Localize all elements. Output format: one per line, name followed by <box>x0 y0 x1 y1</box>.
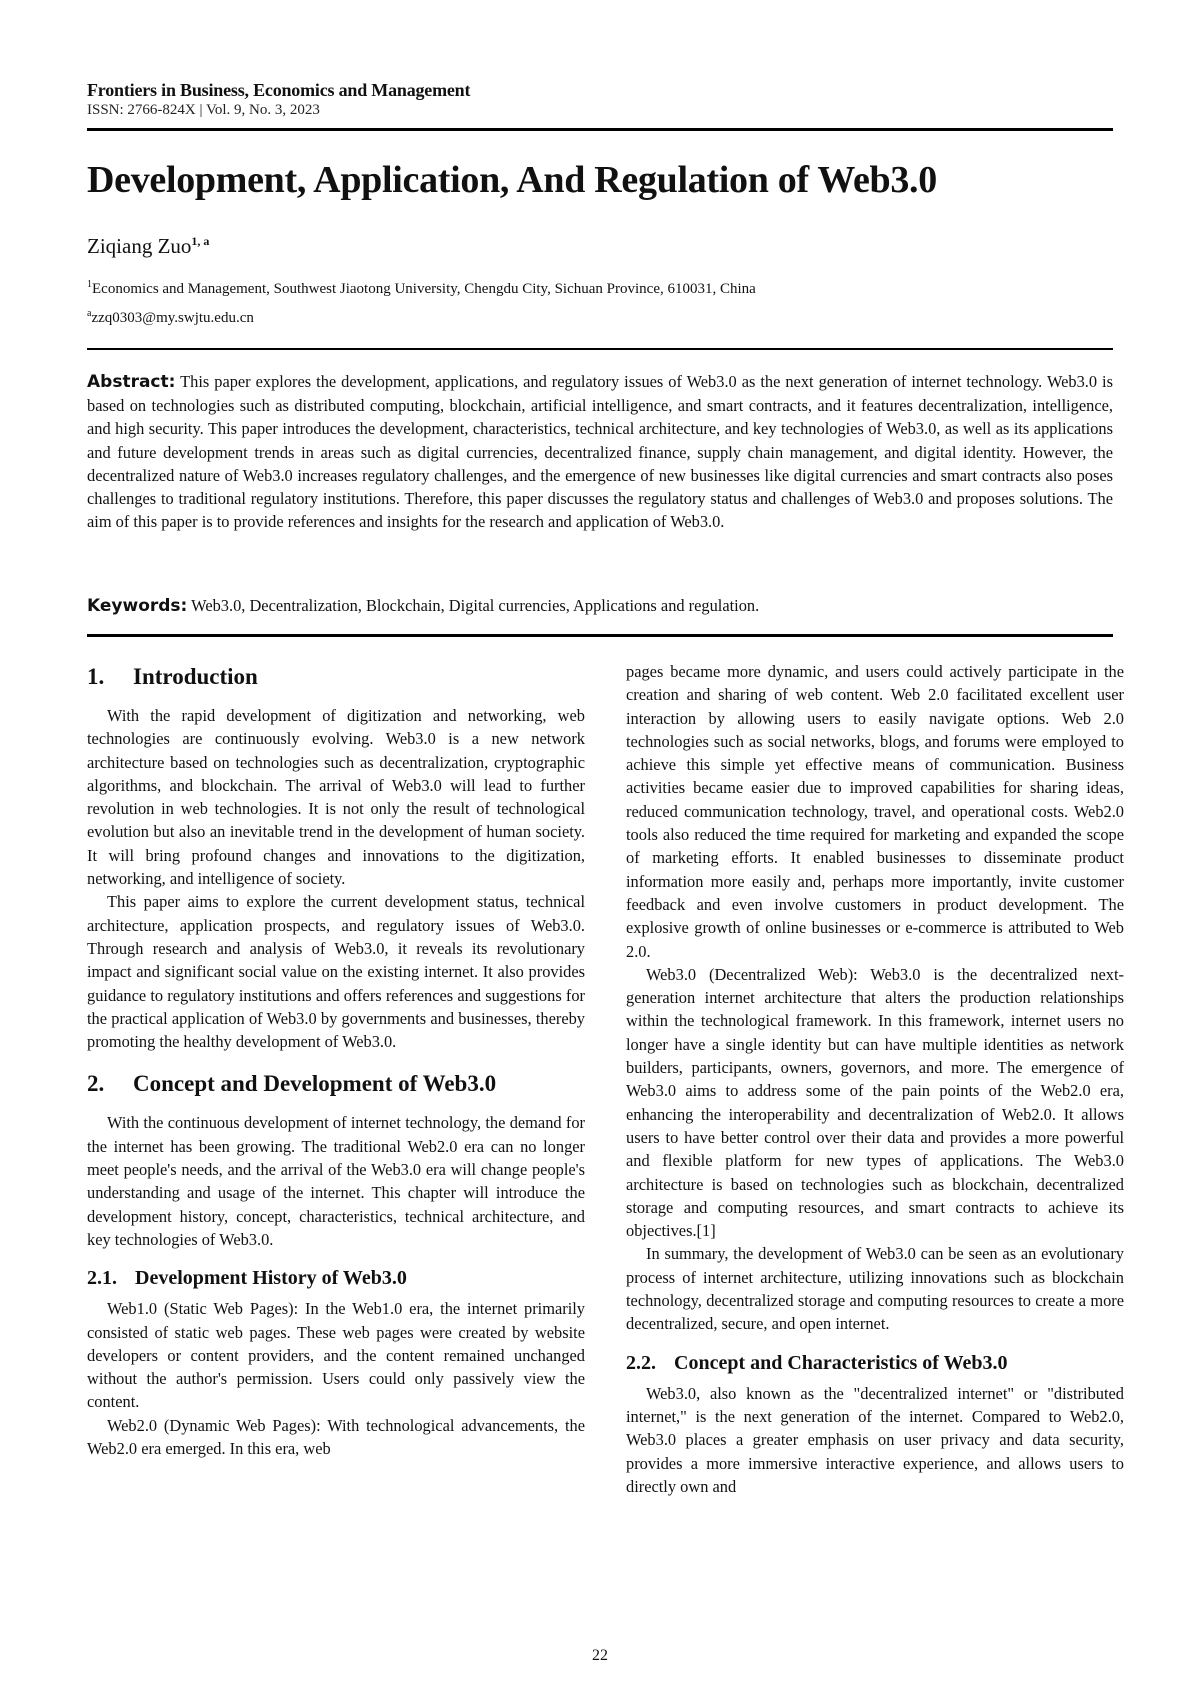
email-sup: a <box>87 308 92 319</box>
keywords-text: Web3.0, Decentralization, Blockchain, Digital currencies, Applications and regulation. <box>191 596 760 615</box>
author-email <box>87 308 254 327</box>
paragraph: With the rapid development of digitization and networking, web technologies are continuously evolving. Web3.0 is a new network architecture based on technologies such as decentralization, cryptographic algorithms, and blockchain. The arrival of Web3.0 will lead to further revolution in web technologies. It is not only the result of technological evolution but also an inevitable trend in the development of human society. It will bring profound changes and innovations to the digitization, networking, and intelligence of society. <box>87 706 585 889</box>
paragraph: Web3.0 (Decentralized Web): Web3.0 is the decentralized next-generation internet architecture that alters the production relationships within the technological framework. In this framework, internet users no longer have a single identity but can have multiple identities as network builders, participants, owners, governors, and more. The emergence of Web3.0 aims to address some of the pain points of the Web2.0 era, enhancing the interoperability and decentralization of Web2.0. It allows users to have better control over their data and provides a more powerful and flexible platform for new types of applications. The Web3.0 architecture is based on technologies such as blockchain, decentralized storage and computing resources, and smart contracts to achieve its objectives.[1] <box>626 964 1124 1241</box>
author-sup: 1, a <box>191 234 210 248</box>
email-text: zzq0303@my.swjtu.edu.cn <box>91 310 254 326</box>
abstract-label: Abstract: <box>87 372 176 392</box>
section-title: Introduction <box>133 664 258 689</box>
author-line <box>87 234 209 259</box>
abstract <box>87 370 1113 533</box>
paper-title: Development, Application, And Regulation of Web3.0 <box>87 159 937 201</box>
paragraph: In summary, the development of Web3.0 can be seen as an evolutionary process of internet architecture, utilizing innovations such as blockchain technology, decentralized storage and computing resources to create a more decentralized, secure, and open internet. <box>626 1244 1124 1334</box>
subsection-number: 2.1. <box>87 1267 117 1290</box>
paragraph: Web1.0 (Static Web Pages): In the Web1.0 era, the internet primarily consisted of static web pages. These web pages were created by website developers or content providers, and the content remained unchanged without the author's permission. Users could only passively view the content. <box>87 1299 585 1412</box>
affiliation-text: Economics and Management, Southwest Jiaotong University, Chengdu City, Sichuan Province, 610031, China <box>92 281 756 297</box>
body-top-rule <box>87 634 1113 637</box>
section-number: 2. <box>87 1071 105 1097</box>
author-name: Ziqiang Zuo <box>87 234 192 258</box>
subsection-number: 2.2. <box>626 1351 656 1374</box>
issn-line: ISSN: 2766-824X | Vol. 9, No. 3, 2023 <box>87 102 320 118</box>
abstract-text: This paper explores the development, applications, and regulatory issues of Web3.0 as the next generation of internet technology. Web3.0 is based on technologies such as distributed computing, blockchain, artificial intelligence, and smart contracts, and it features decentralization, intelligence, and high security. This paper introduces the development, characteristics, technical architecture, and key technologies of Web3.0, as well as its applications and future development trends in areas such as digital currencies, decentralized finance, supply chain management, and digital identity. However, the decentralized nature of Web3.0 increases regulatory challenges, and the emergence of new businesses like digital currencies and smart contracts also poses challenges to traditional regulatory institutions. Therefore, this paper discusses the regulatory status and challenges of Web3.0 and proposes solutions. The aim of this paper is to provide references and insights for the research and application of Web3.0. <box>87 372 1113 532</box>
left-column <box>87 660 585 1460</box>
affiliation-sup: 1 <box>87 279 92 290</box>
page-number: 22 <box>592 1647 608 1664</box>
section-heading <box>87 662 585 692</box>
journal-name: Frontiers in Business, Economics and Management <box>87 80 471 100</box>
subsection-title: Concept and Characteristics of Web3.0 <box>674 1351 1008 1374</box>
subsection-title: Development History of Web3.0 <box>135 1267 407 1290</box>
header-rule <box>87 128 1113 131</box>
paragraph: With the continuous development of internet technology, the demand for the internet has been growing. The traditional Web2.0 era can no longer meet people's needs, and the arrival of the Web3.0 era will change people's understanding and usage of the internet. This chapter will introduce the development history, concept, characteristics, technical architecture, and key technologies of Web3.0. <box>87 1113 585 1249</box>
keywords-label: Keywords: <box>87 596 188 616</box>
paragraph: This paper aims to explore the current development status, technical architecture, application prospects, and regulatory issues of Web3.0. Through research and analysis of Web3.0, it reveals its revolutionary impact and significant social value on the existing internet. It also provides guidance to regulatory institutions and offers references and suggestions for the practical application of Web3.0 by governments and businesses, thereby promoting the healthy development of Web3.0. <box>87 892 585 1052</box>
paragraph: Web3.0, also known as the "decentralized internet" or "distributed internet," is the next generation of the internet. Compared to Web2.0, Web3.0 places a greater emphasis on user privacy and data security, provides a more immersive interactive experience, and allows users to directly own and <box>626 1383 1124 1496</box>
section-title: Concept and Development of Web3.0 <box>133 1071 497 1097</box>
subsection-heading <box>87 1265 585 1291</box>
right-column <box>626 660 1124 1498</box>
section-heading <box>87 1069 585 1099</box>
paragraph: pages became more dynamic, and users could actively participate in the creation and sharing of web content. Web 2.0 facilitated excellent user interaction by allowing users to easily navigate options. Web 2.0 technologies such as social networks, blogs, and forums were employed to achieve this simple yet effective means of communication. Business activities became easier due to improved capabilities for sharing ideas, reduced communication technology, travel, and operational costs. Web2.0 tools also reduced the time required for marketing and expanded the scope of marketing efforts. It enabled businesses to disseminate product information more easily and, perhaps more importantly, invite customer feedback and even involve customers in product development. The explosive growth of online businesses or e-commerce is attributed to Web 2.0. <box>626 662 1124 961</box>
abstract-top-rule <box>87 348 1113 350</box>
paragraph: Web2.0 (Dynamic Web Pages): With technological advancements, the Web2.0 era emerged. In this era, web <box>87 1415 585 1459</box>
affiliation <box>87 279 756 298</box>
keywords <box>87 596 1113 616</box>
subsection-heading <box>626 1350 1124 1376</box>
section-number: 1. <box>87 664 105 689</box>
